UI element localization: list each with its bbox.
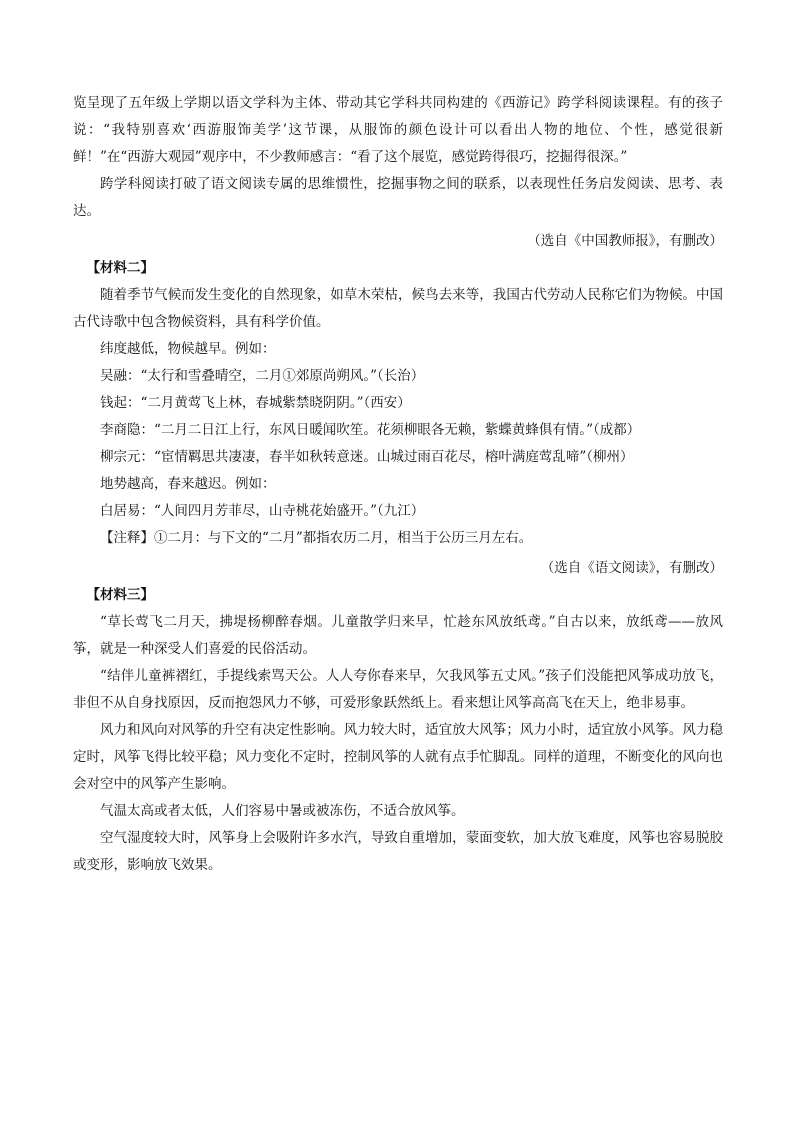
material2-annotation: 【注释】①二月：与下文的“二月”都指农历二月，相当于公历三月左右。 [100, 530, 533, 546]
material2-poem-lishangyin: 李商隐：“二月二日江上行，东风日暖闻吹笙。花须柳眼各无赖，紫蝶黄蜂俱有情。”（成都） [100, 422, 641, 438]
material3-paragraph-5: 空气湿度较大时，风筝身上会吸附许多水汽，导致自重增加，蒙面变软，加大放飞难度，风筝也容易脱胶或变形，影响放飞效果。 [73, 830, 723, 873]
material2-heading: 【材料二】 [86, 260, 154, 276]
material2-poem-liuzongyuan: 柳宗元：“宦情羁思共凄凄，春半如秋转意迷。山城过雨百花尽，榕叶满庭莺乱啼”（柳州） [100, 449, 634, 465]
material3-paragraph-1: “草长莺飞二月天，拂堤杨柳醉春烟。儿童散学归来早，忙趁东风放纸鸢。”自古以来，放纸鸢——放风筝，就是一种深受人们喜爱的民俗活动。 [73, 614, 723, 657]
material1-source: （选自《中国教师报》，有删改） [527, 233, 723, 249]
material3-paragraph-2: “结伴儿童裤褶红，手提线索骂天公。人人夸你春来早，欠我风筝五丈风。”孩子们没能把风筝成功放飞，非但不从自身找原因，反而抱怨风力不够，可爱形象跃然纸上。看来想让风筝高高飞在天上，绝非易事。 [73, 668, 723, 711]
document-page [73, 90, 723, 879]
material2-poem-qianqi: 钱起：“二月黄莺飞上林，春城紫禁晓阴阴。”（西安） [100, 395, 411, 411]
material1-conclusion-paragraph: 跨学科阅读打破了语文阅读专属的思维惯性，挖掘事物之间的联系，以表现性任务启发阅读、思考、表达。 [73, 176, 723, 219]
material2-poem-wurong: 吴融：“太行和雪叠晴空，二月①郊原尚朔风。”（长治） [100, 368, 425, 384]
material3-paragraph-4: 气温太高或者太低，人们容易中暑或被冻伤，不适合放风筝。 [100, 803, 465, 819]
material2-source: （选自《语文阅读》，有删改） [540, 560, 723, 576]
material1-continued-paragraph: 览呈现了五年级上学期以语文学科为主体、带动其它学科共同构建的《西游记》跨学科阅读课程。有的孩子说：“我特别喜欢‘西游服饰美学’这节课，从服饰的颜色设计可以看出人物的地位、个性，感觉很新鲜！”在“西游大观园”观序中，不少教师感言：“看了这个展览，感觉跨得很巧，挖掘得很深。” [73, 95, 723, 165]
material3-heading: 【材料三】 [86, 587, 154, 603]
material2-poem-baijuyi: 白居易：“人间四月芳菲尽，山寺桃花始盛开。”（九江） [100, 503, 425, 519]
material2-latitude-rule: 纬度越低，物候越早。例如： [100, 341, 276, 357]
material2-intro-paragraph: 随着季节气候而发生变化的自然现象，如草木荣枯，候鸟去来等，我国古代劳动人民称它们为物候。中国古代诗歌中包含物候资料，具有科学价值。 [73, 287, 723, 330]
material3-paragraph-3: 风力和风向对风筝的升空有决定性影响。风力较大时，适宜放大风筝；风力小时，适宜放小风筝。风力稳定时，风筝飞得比较平稳；风力变化不定时，控制风筝的人就有点手忙脚乱。同样的道理，不断变化的风向也会对空中的风筝产生影响。 [73, 722, 723, 792]
material2-altitude-rule: 地势越高，春来越迟。例如： [100, 476, 276, 492]
